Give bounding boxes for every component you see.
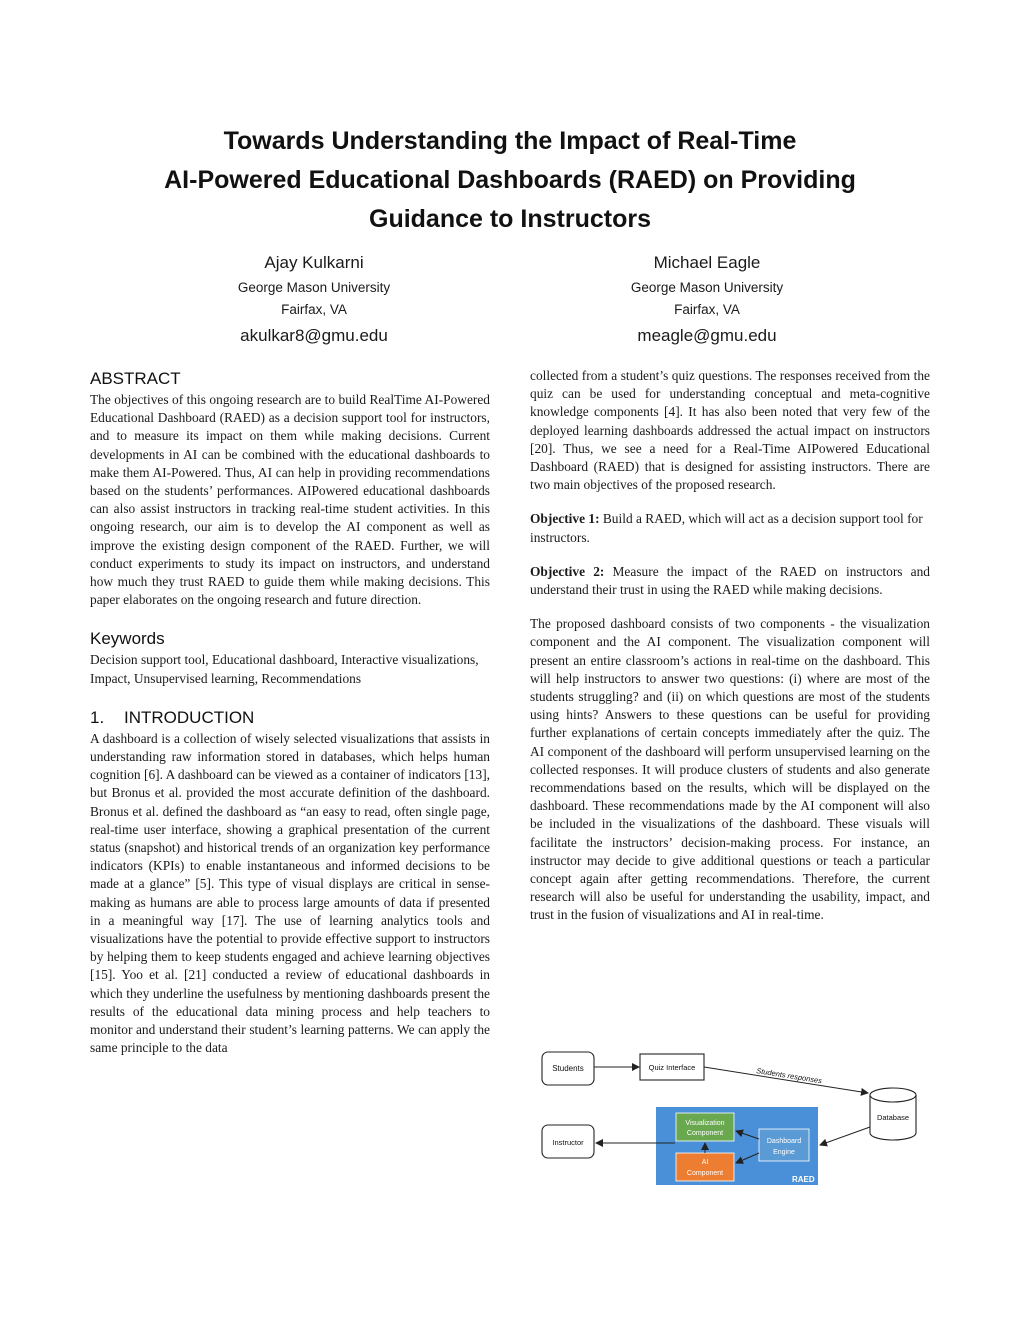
author-email: akulkar8@gmu.edu — [240, 326, 388, 345]
instructor-label: Instructor — [552, 1138, 584, 1147]
students-label: Students — [552, 1064, 584, 1073]
objective-1 — [530, 510, 930, 546]
dashboard-engine-box — [759, 1129, 809, 1161]
objective-2 — [530, 563, 930, 599]
section-number: 1. — [90, 707, 105, 727]
objective-2-label: Objective 2: — [530, 563, 605, 579]
abstract-text: The objectives of this ongoing research are to build RealTime AI-Powered Educational Dashboard (RAED) as a decision support tool for instructors, and to measure its impact on them while making decisions. Current developments in AI can be combined with the educational dashboards to make them AI-Powered. Thus, AI can help in providing recommendations based on the students’ performances. AIPowered educational dashboards can also assist instructors in tracking real-time student activities. In this ongoing research, our aim is to develop the AI component as well as improve the existing design component of the RAED. Further, we will conduct experiments to study its impact on instructors, and understand how much they trust RAED to guide them while making decisions. This paper elaborates on the ongoing research and future direction. — [90, 392, 490, 608]
author-name: Ajay Kulkarni — [264, 253, 364, 272]
visualization-label-line2: Component — [686, 1130, 724, 1137]
author-block — [547, 252, 867, 347]
objective-1-label: Objective 1: — [530, 511, 600, 527]
architecture-diagram — [530, 1045, 930, 1195]
objective-2-text: Measure the impact of the RAED on instructors and understand their trust in using the RAED while making decisions. — [530, 563, 931, 598]
engine-label-line1: Dashboard — [766, 1138, 802, 1145]
section-title: INTRODUCTION — [124, 707, 255, 727]
abstract-heading: ABSTRACT — [90, 369, 181, 388]
author-location: Fairfax, VA — [674, 302, 740, 317]
keywords-heading: Keywords — [90, 629, 165, 649]
continuation-text: collected from a student’s quiz questions. The responses received from the quiz can be used for understanding conceptual and meta-cognitive knowledge components [4]. It has also been noted that very few of the deployed learning dashboards addressed the actual impact on instructors [20]. Thus, we see a need for a Real-Time AIPowered Educational Dashboard (RAED) that is designed for assisting instructors. There are two main objectives of the proposed research. — [530, 368, 930, 493]
author-affiliation: George Mason University — [630, 280, 784, 295]
ai-label-line2: Component — [686, 1170, 724, 1177]
right-column — [530, 367, 930, 925]
left-column — [90, 367, 490, 1058]
visualization-label-line1: Visualization — [685, 1120, 725, 1127]
introduction-text: A dashboard is a collection of wisely selected visualizations that assists in understanding raw information stored in databases, which helps human cognition [6]. A dashboard can be viewed as a container of indicators [13], but Bronus et al. provided the most accurate definition of the dashboard. Bronus et al. defined the dashboard as “an easy to read, often single page, real-time user interface, showing a graphical presentation of the current status (snapshot) and historical trends of an organization key performance indicators (KPIs) to enable instantaneous and informed decisions to be made at a glance” [5]. This type of visual displays are critical in sense-making as humans are able to process large amounts of data if presented in a meaningful way [17]. The use of learning analytics tools and visualizations have the potential to provide effective support to instructors by helping them to keep students engaged and achieve learning objectives [15]. Yoo et al. [21] conducted a review of educational dashboards in which they underline the usefulness by mentioning dashboards present the results of the educational data mining process and help teachers to monitor and understand their student’s learning patterns. We can apply the same principle to the data — [90, 730, 490, 1056]
author-block — [154, 252, 474, 347]
quiz-interface-label: Quiz Interface — [648, 1063, 696, 1072]
author-email: meagle@gmu.edu — [637, 326, 777, 345]
introduction-heading — [90, 706, 490, 730]
paper-title — [100, 122, 920, 239]
author-affiliation: George Mason University — [237, 280, 391, 295]
title-line: AI-Powered Educational Dashboards (RAED) on Providing — [164, 166, 856, 194]
objective-1-text: Build a RAED, which will act as a decision support tool for instructors. — [530, 511, 923, 545]
author-name: Michael Eagle — [653, 253, 761, 272]
arrow-database-raed — [820, 1127, 870, 1145]
database-label: Database — [876, 1113, 910, 1122]
author-location: Fairfax, VA — [281, 302, 347, 317]
title-line: Towards Understanding the Impact of Real-Time — [223, 127, 797, 155]
ai-label-line1: AI — [701, 1159, 709, 1166]
keywords-text: Decision support tool, Educational dashboard, Interactive visualizations, Impact, Unsupervised learning, Recommendations — [90, 652, 479, 686]
engine-label-line2: Engine — [773, 1149, 795, 1156]
raed-label: RAED — [792, 1175, 815, 1184]
title-line: Guidance to Instructors — [369, 205, 651, 233]
architecture-figure — [530, 1045, 930, 1195]
students-responses-label: Students responses — [755, 1066, 823, 1086]
dashboard-paragraph: The proposed dashboard consists of two components - the visualization component and the AI component. The visualization component will present an entire classroom’s actions in real-time on the dashboard. This will help instructors to answer two questions: (i) where are most of the students struggling? and (ii) on which questions are most of the students using hints? Answers to these questions can be useful for providing further explanations of certain concepts immediately after the quiz. The AI component of the dashboard will perform unsupervised learning on the collected responses. It will produce clusters of students and also generate recommendations based on the results, which will be displayed on the dashboard. These recommendations made by the AI component will also be included in the visualizations of the dashboard. These visuals will facilitate the instructors’ decision-making process. For instance, an instructor may decide to give additional questions or teach a particular concept again after getting recommendations. Therefore, the current research will also be useful for understanding the usability, impact, and trust in the fusion of visualizations and AI in real-time. — [530, 616, 930, 923]
